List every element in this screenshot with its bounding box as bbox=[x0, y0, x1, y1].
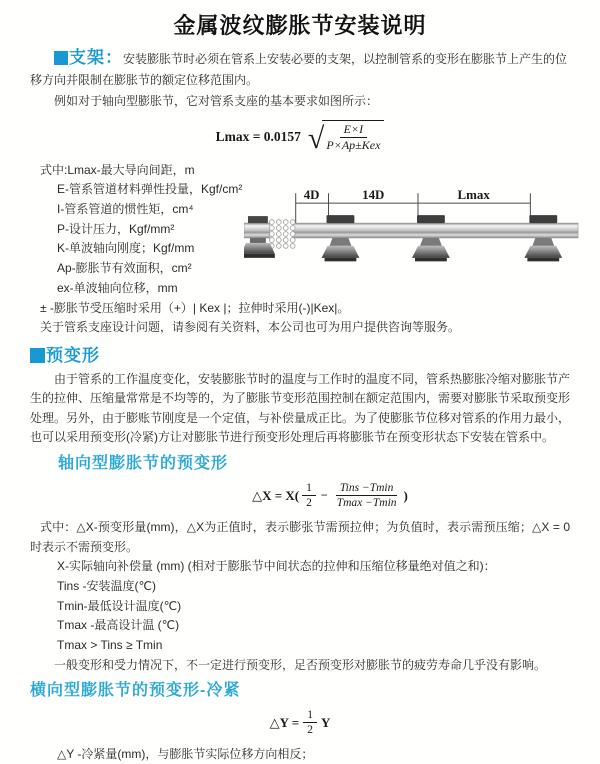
page-title: 金属波纹膨胀节安装说明 bbox=[173, 13, 427, 38]
axial-note-tins: Tins -安装温度(℃) bbox=[57, 579, 157, 594]
pipe-support-diagram bbox=[244, 185, 592, 285]
lateral-note: △Y -冷紧量(mm)，与膨胀节实际位移方向相反； bbox=[57, 746, 314, 761]
variable-line: E-管系管道材料弹性投量，Kgf/cm² bbox=[57, 182, 243, 197]
consult-note: 关于管系支座设计问题，请参阅有关资料，本公司也可为用户提供咨询等服务。 bbox=[40, 320, 461, 335]
variable-line: Ap-膨胀节有效面积，cm² bbox=[57, 261, 192, 276]
fraction-denominator: 2 bbox=[307, 724, 313, 737]
axial-note-tmax: Tmax -最高设计温 (℃) bbox=[57, 618, 180, 633]
support-example-line: 例如对于轴向型膨胀节，它对管系支座的基本要求如图所示： bbox=[54, 94, 379, 108]
fraction-denominator: 2 bbox=[306, 497, 312, 510]
lateral-predeform-formula bbox=[30, 707, 570, 739]
support-section-heading: 支架： bbox=[69, 48, 123, 67]
predeform-paragraph: 由于管系的工作温度变化，安装膨胀节时的温度与工作时的温度不同，管系热膨胀冷缩对膨胀节产生的拉伸、压缩量常常是不均等的，为了膨胀节变形范围控制在额定范围内，需要对膨胀节采取预变形处理。另外，由于膨账节刚度是一个定值，与补偿量成正比。为了使膨胀节位移对管系的作用力最小，也可以采用预变形(冷紧)方让对膨胀节进行预变形处理后再将膨胀节在预变形状态下安装在管系中。 bbox=[30, 371, 571, 445]
formula-lhs: Lmax = 0.0157 bbox=[215, 128, 301, 144]
fraction-numerator: 1 bbox=[302, 481, 316, 496]
temperature-fraction bbox=[333, 481, 401, 510]
support-intro-text: 安装膨胀节时必须在管系上安装必要的支架，以控制管系的变形在膨胀节上产生的位移方向并限制在膨胀节的额定位移范围内。 bbox=[30, 52, 568, 87]
lmax-formula bbox=[30, 118, 570, 156]
fraction-denominator: Tmax −Tmin bbox=[336, 497, 397, 510]
axial-note-x: X-实际轴向补偿量 (mm) (相对于膨胀节中间状态的拉伸和压缩位移量绝对值之和)： bbox=[57, 559, 496, 574]
square-root-expression bbox=[308, 120, 384, 153]
variable-line: 式中:Lmax-最大导向间距，m bbox=[40, 162, 195, 177]
support-intro-paragraph bbox=[30, 48, 570, 90]
dimension-label-lmax: Lmax bbox=[457, 186, 490, 202]
one-half-fraction bbox=[303, 708, 317, 737]
fraction-numerator: 1 bbox=[303, 708, 317, 723]
pipe-stub bbox=[244, 223, 270, 238]
variable-line: K-单波轴向刚度；Kgf/mm bbox=[57, 241, 195, 256]
axial-note-tmin: Tmin-最低设计温度(℃) bbox=[57, 598, 182, 613]
variables-and-diagram bbox=[30, 161, 570, 299]
section-square-icon bbox=[54, 51, 68, 65]
one-half-fraction bbox=[302, 481, 316, 510]
predeform-section-title bbox=[30, 345, 570, 367]
dimension-label-14d: 14D bbox=[362, 186, 385, 202]
axial-note-general: 一般变形和受力情况下，不一定进行预变形，足否预变形对膨胀节的疲劳寿命几乎没有影响。 bbox=[54, 657, 547, 672]
lateral-subheading: 横向型膨胀节的预变形-冷紧 bbox=[30, 681, 241, 699]
minus-operator: − bbox=[320, 488, 328, 503]
dimension-label-4d: 4D bbox=[303, 186, 320, 202]
variable-line: I-管系管道的惯性矩，cm⁴ bbox=[57, 201, 194, 216]
variable-line: P-设计压力，Kgf/mm² bbox=[57, 221, 175, 236]
formula-rhs: Y bbox=[320, 714, 331, 730]
predeform-heading: 预变形 bbox=[46, 345, 100, 365]
fraction-denominator: P×Ap±Kex bbox=[326, 138, 381, 152]
axial-predeform-formula bbox=[60, 478, 600, 514]
axial-note-inequality: Tmax > Tins ≥ Tmin bbox=[57, 638, 163, 653]
fraction-numerator: Tins −Tmin bbox=[336, 481, 397, 496]
variable-line: ex-单波轴向位移，mm bbox=[57, 280, 178, 295]
bellows-icon bbox=[269, 219, 295, 248]
pipe bbox=[294, 223, 578, 238]
plus-minus-note: ± -膨胀节受压缩时采用（+）| Kex |；拉伸时采用(-)|Kex|。 bbox=[40, 300, 350, 315]
section-square-icon bbox=[30, 348, 45, 363]
axial-subheading: 轴向型膨胀节的预变形 bbox=[58, 454, 229, 472]
formula-lhs: △Y = bbox=[269, 714, 300, 730]
fraction-numerator: E×I bbox=[340, 122, 367, 138]
formula-fraction bbox=[322, 120, 384, 153]
axial-note-main: 式中：△X-预变形量(mm)，△X为正值时，表示膨张节需预拉伸；为负值时，表示需预压缩；△X = 0时表示不需预变形。 bbox=[30, 519, 570, 554]
formula-lhs: △X = X( bbox=[252, 488, 300, 504]
formula-rhs: ) bbox=[403, 488, 408, 504]
radical-sign-icon: √ bbox=[307, 122, 325, 155]
